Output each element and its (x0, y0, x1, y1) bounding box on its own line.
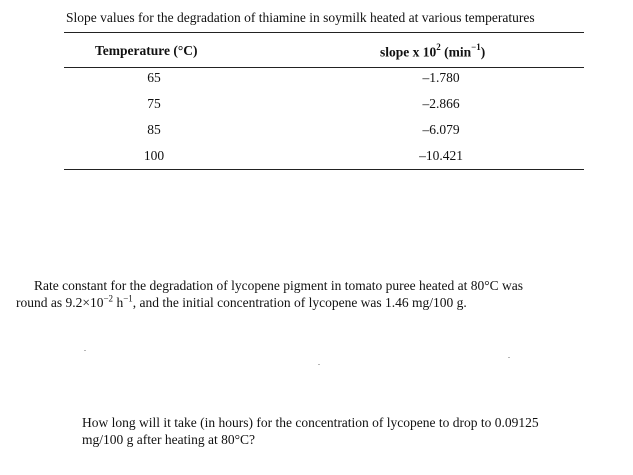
problem-statement (16, 277, 616, 311)
problem-line-2-c: , and the initial concentration of lycopene was 1.46 mg/100 g. (132, 295, 467, 310)
table-top-rule (64, 32, 584, 33)
header-slope (380, 43, 485, 61)
speck (318, 364, 320, 365)
speck (508, 357, 510, 358)
temperature-cell: 100 (143, 148, 165, 163)
header-temperature: Temperature (°C) (95, 43, 198, 58)
temperature-cell: 65 (147, 70, 161, 85)
table-bottom-rule (64, 169, 584, 170)
header-slope-prefix: slope x 10 (380, 44, 437, 60)
table-caption: Slope values for the degradation of thiamine in soymilk heated at various temperatures (66, 10, 535, 25)
question-line-2: mg/100 g after heating at 80°C? (82, 432, 255, 447)
temperature-cell: 85 (147, 122, 161, 137)
problem-line-2 (16, 294, 616, 311)
problem-exponent-2: −1 (123, 293, 133, 304)
problem-line-2-a: round as 9.2×10 (16, 295, 104, 310)
problem-exponent-1: −2 (103, 293, 114, 304)
header-slope-unit-open: (min (440, 44, 472, 60)
table-header-rule (64, 67, 584, 68)
temperature-cell: 75 (147, 96, 161, 111)
slope-cell: –6.079 (422, 122, 460, 137)
header-slope-exponent: 2 (436, 42, 441, 52)
question-line-1: How long will it take (in hours) for the concentration of lycopene to drop to 0.09125 (82, 415, 539, 430)
speck (84, 350, 86, 351)
header-slope-unit-exponent: −1 (471, 42, 481, 52)
question-text (82, 414, 622, 448)
slope-cell: –2.866 (422, 96, 460, 111)
header-slope-unit-close: ) (480, 44, 486, 60)
problem-line-2-b: h (113, 295, 124, 310)
problem-line-1: Rate constant for the degradation of lycopene pigment in tomato puree heated at 80°C was (34, 278, 523, 293)
slope-cell: –1.780 (422, 70, 460, 85)
slope-cell: –10.421 (419, 148, 463, 163)
